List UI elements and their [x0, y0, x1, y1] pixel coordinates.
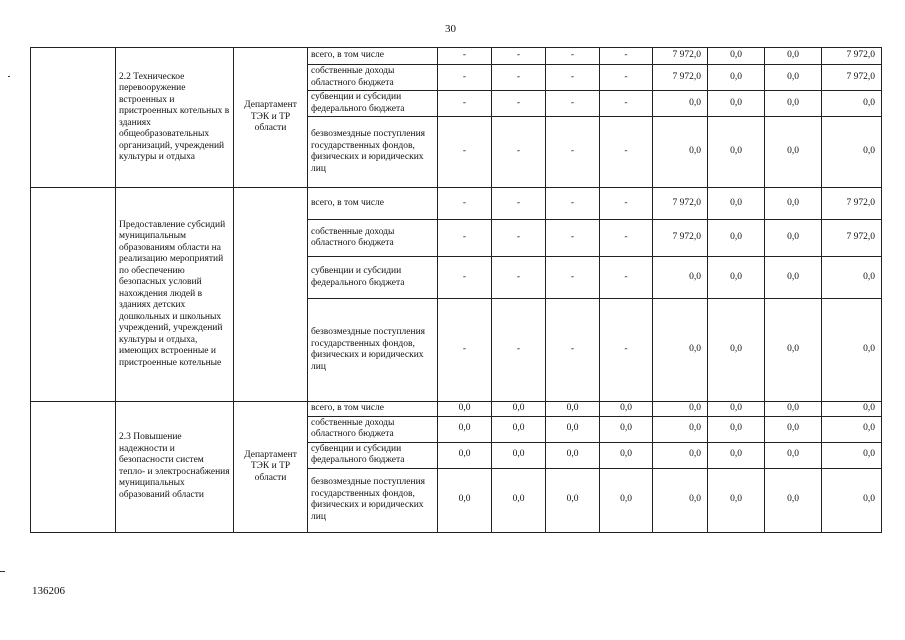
value-cell: 0,0	[653, 91, 708, 117]
document-code: 136206	[32, 585, 65, 597]
funding-source: безвозмездные поступления государственных фондов, физических и юридических лиц	[308, 299, 438, 402]
value-cell: -	[546, 91, 600, 117]
funding-source: собственные доходы областного бюджета	[308, 65, 438, 91]
measure-name: Предоставление субсидий муниципальным образованиям области на реализацию мероприятий по обеспечению безопасных условий нахождения людей в зданиях детских дошкольных и школьных учреждений, учреждений культуры и отдыха, имеющих встроенные и пристроенные котельные	[116, 188, 234, 402]
table-row	[31, 48, 882, 65]
value-cell: -	[546, 299, 600, 402]
funding-source: всего, в том числе	[308, 188, 438, 220]
value-cell: 0,0	[708, 416, 765, 442]
value-cell: 0,0	[765, 402, 822, 417]
value-cell: 0,0	[653, 416, 708, 442]
value-cell: 0,0	[438, 442, 492, 468]
value-cell: 0,0	[822, 416, 882, 442]
budget-table	[30, 47, 882, 533]
department-name	[234, 188, 308, 402]
funding-source: субвенции и субсидии федерального бюджета	[308, 257, 438, 299]
value-cell: -	[546, 188, 600, 220]
value-cell: 0,0	[546, 402, 600, 417]
value-cell: -	[492, 91, 546, 117]
value-cell: 0,0	[708, 91, 765, 117]
value-cell: -	[492, 65, 546, 91]
value-cell: 0,0	[438, 402, 492, 417]
value-cell: 0,0	[653, 299, 708, 402]
value-cell: 0,0	[708, 48, 765, 65]
funding-source: всего, в том числе	[308, 402, 438, 417]
value-cell: 7 972,0	[822, 188, 882, 220]
value-cell: 0,0	[600, 416, 653, 442]
value-cell: 0,0	[822, 117, 882, 188]
value-cell: 0,0	[765, 442, 822, 468]
value-cell: 0,0	[546, 468, 600, 532]
value-cell: 0,0	[600, 442, 653, 468]
measure-name: 2.2 Техническое перевооружение встроенных и пристроенных котельных в зданиях общеобразовательных организаций, учреждений культуры и отдыха	[116, 48, 234, 188]
value-cell: 0,0	[708, 299, 765, 402]
value-cell: 0,0	[765, 299, 822, 402]
value-cell: 0,0	[765, 188, 822, 220]
funding-source: всего, в том числе	[308, 48, 438, 65]
value-cell: 7 972,0	[822, 65, 882, 91]
value-cell: -	[492, 299, 546, 402]
value-cell: 0,0	[653, 442, 708, 468]
value-cell: -	[546, 117, 600, 188]
value-cell: 0,0	[765, 220, 822, 257]
empty-cell	[31, 48, 116, 188]
value-cell: -	[600, 257, 653, 299]
value-cell: 0,0	[765, 416, 822, 442]
value-cell: 0,0	[546, 416, 600, 442]
empty-cell	[31, 188, 116, 402]
value-cell: -	[438, 117, 492, 188]
value-cell: -	[546, 48, 600, 65]
value-cell: -	[600, 299, 653, 402]
value-cell: -	[546, 65, 600, 91]
value-cell: -	[492, 257, 546, 299]
value-cell: 0,0	[600, 402, 653, 417]
value-cell: 0,0	[708, 402, 765, 417]
scan-mark	[0, 571, 5, 572]
value-cell: 0,0	[765, 468, 822, 532]
value-cell: 7 972,0	[653, 220, 708, 257]
value-cell: 0,0	[822, 442, 882, 468]
value-cell: 0,0	[492, 468, 546, 532]
funding-source: безвозмездные поступления государственных фондов, физических и юридических лиц	[308, 468, 438, 532]
value-cell: -	[492, 220, 546, 257]
department-name: Департамент ТЭК и ТР области	[234, 402, 308, 533]
scan-mark	[8, 76, 10, 77]
value-cell: 0,0	[653, 468, 708, 532]
value-cell: -	[546, 257, 600, 299]
value-cell: -	[438, 220, 492, 257]
value-cell: 0,0	[822, 91, 882, 117]
value-cell: -	[438, 65, 492, 91]
value-cell: 0,0	[708, 117, 765, 188]
value-cell: -	[546, 220, 600, 257]
funding-source: собственные доходы областного бюджета	[308, 220, 438, 257]
value-cell: 0,0	[492, 402, 546, 417]
value-cell: 0,0	[822, 468, 882, 532]
value-cell: 0,0	[822, 299, 882, 402]
value-cell: 0,0	[822, 257, 882, 299]
value-cell: -	[600, 91, 653, 117]
value-cell: 0,0	[708, 65, 765, 91]
value-cell: 0,0	[492, 416, 546, 442]
value-cell: 0,0	[438, 468, 492, 532]
value-cell: -	[492, 117, 546, 188]
table-row	[31, 402, 882, 417]
value-cell: 0,0	[708, 257, 765, 299]
page-number: 30	[445, 23, 456, 35]
value-cell: 0,0	[708, 442, 765, 468]
funding-source: собственные доходы областного бюджета	[308, 416, 438, 442]
funding-source: субвенции и субсидии федерального бюджета	[308, 442, 438, 468]
value-cell: 0,0	[765, 65, 822, 91]
value-cell: 0,0	[822, 402, 882, 417]
empty-cell	[31, 402, 116, 533]
value-cell: -	[600, 188, 653, 220]
value-cell: 0,0	[653, 402, 708, 417]
value-cell: -	[492, 48, 546, 65]
value-cell: 0,0	[765, 48, 822, 65]
value-cell: 0,0	[708, 220, 765, 257]
value-cell: 7 972,0	[822, 48, 882, 65]
budget-table-body	[31, 48, 882, 533]
value-cell: 0,0	[546, 442, 600, 468]
value-cell: 0,0	[653, 117, 708, 188]
value-cell: 0,0	[438, 416, 492, 442]
funding-source: безвозмездные поступления государственных фондов, физических и юридических лиц	[308, 117, 438, 188]
value-cell: -	[438, 91, 492, 117]
value-cell: -	[600, 117, 653, 188]
value-cell: 7 972,0	[822, 220, 882, 257]
value-cell: 0,0	[765, 257, 822, 299]
value-cell: 7 972,0	[653, 48, 708, 65]
value-cell: -	[600, 48, 653, 65]
value-cell: 7 972,0	[653, 188, 708, 220]
funding-source: субвенции и субсидии федерального бюджета	[308, 91, 438, 117]
value-cell: -	[600, 65, 653, 91]
value-cell: 0,0	[708, 468, 765, 532]
value-cell: -	[438, 48, 492, 65]
value-cell: 0,0	[765, 91, 822, 117]
value-cell: -	[600, 220, 653, 257]
value-cell: 0,0	[765, 117, 822, 188]
value-cell: -	[492, 188, 546, 220]
value-cell: 7 972,0	[653, 65, 708, 91]
value-cell: -	[438, 188, 492, 220]
value-cell: 0,0	[600, 468, 653, 532]
value-cell: 0,0	[653, 257, 708, 299]
measure-name: 2.3 Повышение надежности и безопасности систем тепло- и электроснабжения муниципальных образований области	[116, 402, 234, 533]
value-cell: 0,0	[492, 442, 546, 468]
value-cell: -	[438, 257, 492, 299]
table-row	[31, 188, 882, 220]
value-cell: 0,0	[708, 188, 765, 220]
department-name: Департамент ТЭК и ТР области	[234, 48, 308, 188]
value-cell: -	[438, 299, 492, 402]
